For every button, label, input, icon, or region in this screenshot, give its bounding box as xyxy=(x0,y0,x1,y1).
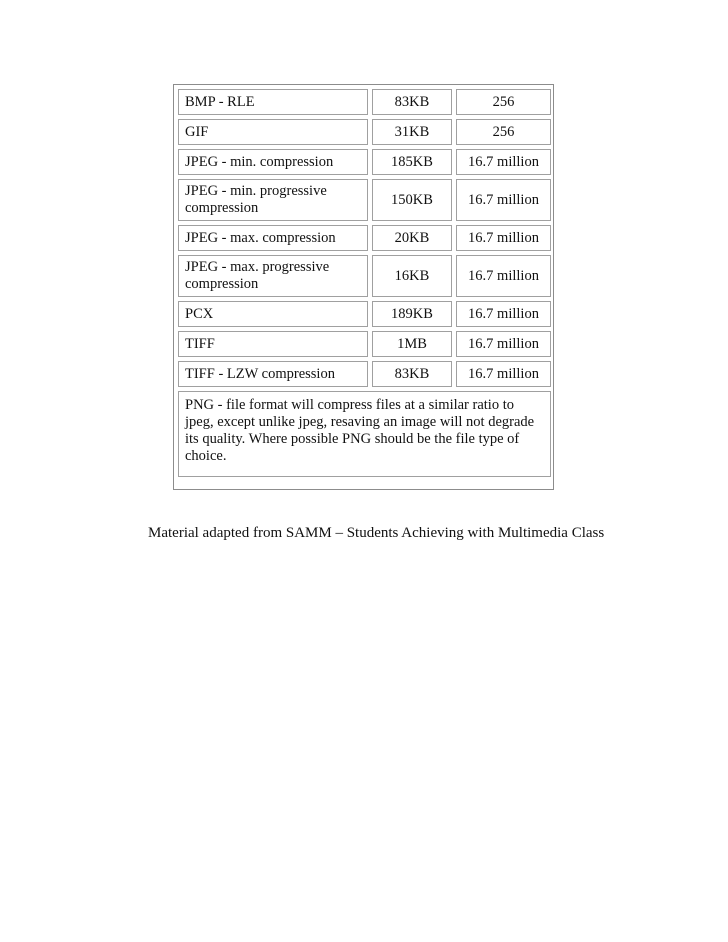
table-cell-colors: 16.7 million xyxy=(456,179,551,221)
table-note-png: PNG - file format will compress files at a similar ratio to jpeg, except unlike jpeg, resaving an image will not degrade its quality. Where possible PNG should be the file type of choice. xyxy=(178,391,551,477)
table-cell-format: JPEG - min. compression xyxy=(178,149,368,175)
table-cell-size: 16KB xyxy=(372,255,452,297)
table-cell-colors: 16.7 million xyxy=(456,255,551,297)
table-cell-format: BMP - RLE xyxy=(178,89,368,115)
table-cell-colors: 256 xyxy=(456,119,551,145)
table-cell-size: 189KB xyxy=(372,301,452,327)
table-cell-colors: 16.7 million xyxy=(456,225,551,251)
table-cell-format: GIF xyxy=(178,119,368,145)
table-cell-size: 83KB xyxy=(372,361,452,387)
table-cell-format: JPEG - min. progressive compression xyxy=(178,179,368,221)
table-cell-colors: 16.7 million xyxy=(456,149,551,175)
table-cell-size: 31KB xyxy=(372,119,452,145)
table-cell-colors: 16.7 million xyxy=(456,331,551,357)
table-cell-size: 20KB xyxy=(372,225,452,251)
table-cell-format: JPEG - max. progressive compression xyxy=(178,255,368,297)
table-cell-format: TIFF xyxy=(178,331,368,357)
table-cell-format: JPEG - max. compression xyxy=(178,225,368,251)
table-cell-colors: 16.7 million xyxy=(456,301,551,327)
table-cell-size: 150KB xyxy=(372,179,452,221)
source-attribution: Material adapted from SAMM – Students Achieving with Multimedia Class xyxy=(148,525,605,541)
file-format-table xyxy=(173,84,554,490)
table-cell-size: 1MB xyxy=(372,331,452,357)
table-cell-format: PCX xyxy=(178,301,368,327)
table-cell-format: TIFF - LZW compression xyxy=(178,361,368,387)
table-cell-size: 185KB xyxy=(372,149,452,175)
table-cell-colors: 256 xyxy=(456,89,551,115)
table-cell-size: 83KB xyxy=(372,89,452,115)
table-cell-colors: 16.7 million xyxy=(456,361,551,387)
